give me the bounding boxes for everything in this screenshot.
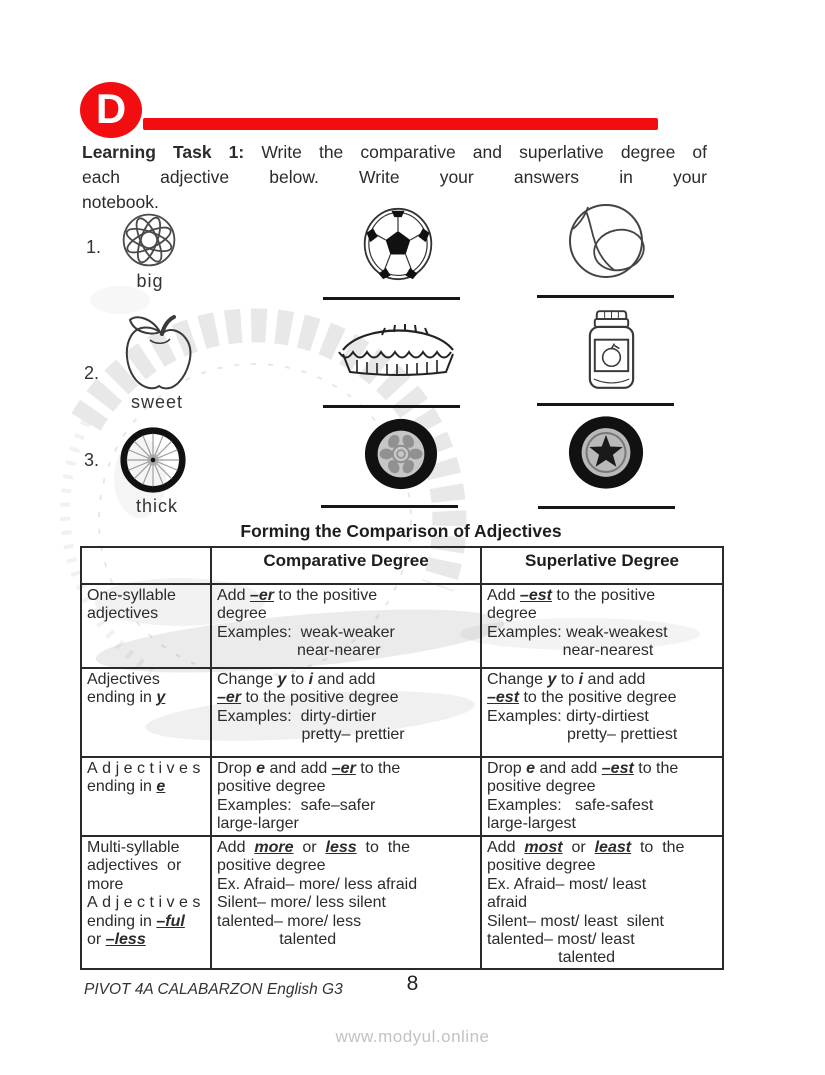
table-cell: Change y to i and add –est to the positive degree Examples: dirty-dirtiest pretty– prettiest bbox=[481, 668, 723, 757]
header-superlative: Superlative Degree bbox=[481, 547, 723, 584]
table-cell: Multi-syllable adjectives or more Adjectives ending in –ful or –less bbox=[81, 836, 211, 969]
section-badge bbox=[80, 82, 142, 138]
table-cell: Add more or less to the positive degree Ex. Afraid– more/ less afraid Silent– more/ less silent talented– more/ less talented bbox=[211, 836, 481, 969]
comparison-table bbox=[80, 546, 724, 970]
apple-icon bbox=[118, 312, 202, 394]
site-watermark: www.modyul.online bbox=[335, 1027, 490, 1046]
jam-jar-icon bbox=[583, 308, 640, 393]
page-number: 8 bbox=[406, 972, 419, 995]
task-label: Learning Task 1: bbox=[82, 142, 245, 162]
table-row bbox=[81, 668, 723, 757]
superlative-answer-line bbox=[537, 295, 674, 298]
adjective-label: big bbox=[136, 271, 164, 291]
table-title: Forming the Comparison of Adjectives bbox=[240, 521, 562, 541]
table-row bbox=[81, 836, 723, 969]
comparative-answer-line bbox=[321, 505, 458, 508]
task-line1: Write the comparative and superlative degree of bbox=[261, 142, 707, 162]
item-number: 1. bbox=[86, 237, 102, 257]
item-number: 3. bbox=[84, 450, 100, 470]
bicycle-wheel-icon bbox=[119, 424, 187, 496]
task-line2: each adjective below. Write your answers in your bbox=[82, 167, 707, 187]
superlative-answer-line bbox=[537, 403, 674, 406]
footer-text: PIVOT 4A CALABARZON English G3 bbox=[84, 981, 343, 998]
header-rule bbox=[143, 118, 658, 130]
table-cell: Add –er to the positive degree Examples: weak-weaker near-nearer bbox=[211, 584, 481, 668]
table-row bbox=[81, 757, 723, 836]
table-cell: Drop e and add –est to the positive degree Examples: safe-safest large-largest bbox=[481, 757, 723, 836]
task-line3: notebook. bbox=[82, 192, 159, 212]
table-header-row bbox=[81, 547, 723, 584]
star-rim-tire-icon bbox=[566, 414, 646, 491]
table-cell: Adjectives ending in e bbox=[81, 757, 211, 836]
soccer-ball-icon bbox=[361, 205, 435, 283]
car-tire-icon bbox=[362, 416, 440, 492]
item-number: 2. bbox=[84, 363, 100, 383]
adjective-label: sweet bbox=[130, 392, 184, 412]
comparative-answer-line bbox=[323, 405, 460, 408]
header-comparative: Comparative Degree bbox=[211, 547, 481, 584]
superlative-answer-line bbox=[538, 506, 675, 509]
table-row bbox=[81, 584, 723, 668]
basketball-icon bbox=[564, 201, 648, 281]
table-cell: Add –est to the positive degree Examples: weak-weakest near-nearest bbox=[481, 584, 723, 668]
table-cell: Adjectives ending in y bbox=[81, 668, 211, 757]
takraw-ball-icon bbox=[120, 210, 178, 270]
pie-icon bbox=[333, 314, 463, 378]
table-cell: Drop e and add –er to the positive degree Examples: safe–safer large-larger bbox=[211, 757, 481, 836]
table-cell: Change y to i and add –er to the positive degree Examples: dirty-dirtier pretty– prettier bbox=[211, 668, 481, 757]
adjective-label: thick bbox=[135, 496, 178, 516]
section-letter: D bbox=[95, 85, 127, 132]
table-cell: One-syllable adjectives bbox=[81, 584, 211, 668]
table-cell: Add most or least to the positive degree Ex. Afraid– most/ least afraid Silent– most/ least silent talented– most/ least talented bbox=[481, 836, 723, 969]
header-blank bbox=[81, 547, 211, 584]
comparative-answer-line bbox=[323, 297, 460, 300]
